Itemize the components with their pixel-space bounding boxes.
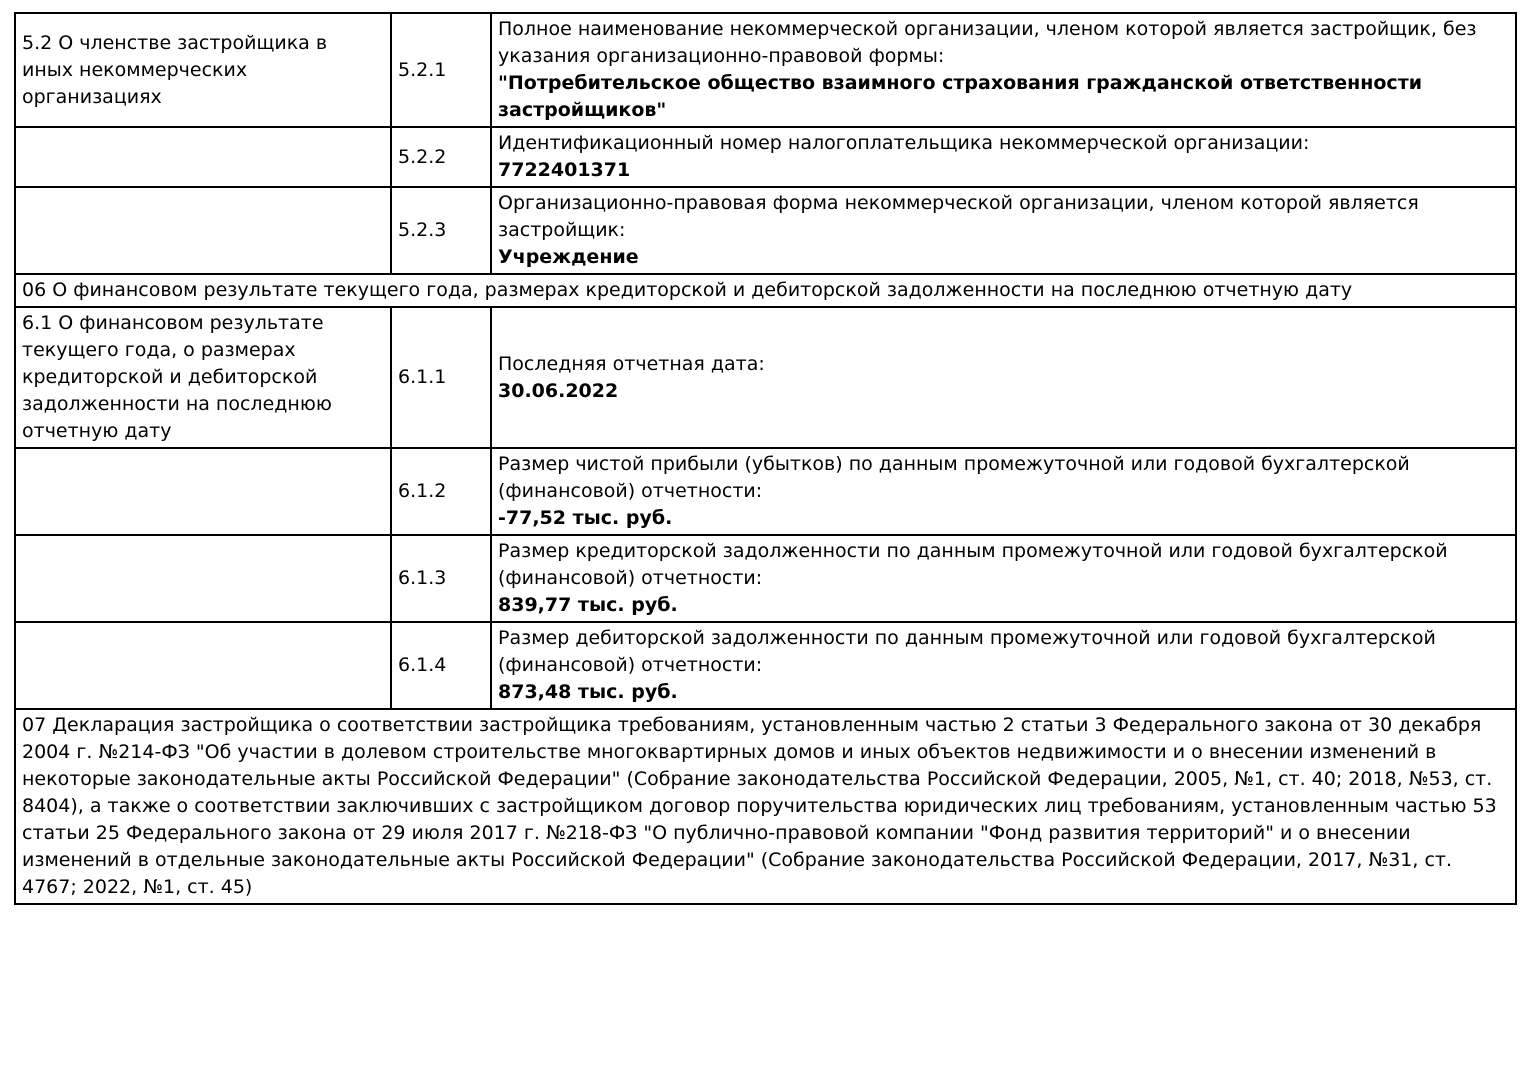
table-row bbox=[15, 127, 1516, 187]
table-row bbox=[15, 307, 1516, 448]
section-header-cell: 06 О финансовом результате текущего года, размерах кредиторской и дебиторской задолженности на последнюю отчетную дату bbox=[15, 274, 1516, 307]
field-value: -77,52 тыс. руб. bbox=[498, 507, 673, 529]
field-label: Размер дебиторской задолженности по данным промежуточной или годовой бухгалтерской (финансовой) отчетности: bbox=[498, 627, 1436, 676]
section-label-cell: 6.1 О финансовом результате текущего года, о размерах кредиторской и дебиторской задолженности на последнюю отчетную дату bbox=[15, 307, 391, 448]
section-label-cell bbox=[15, 448, 391, 535]
table-row bbox=[15, 448, 1516, 535]
section-label-cell bbox=[15, 622, 391, 709]
field-label: Размер чистой прибыли (убытков) по данным промежуточной или годовой бухгалтерской (финансовой) отчетности: bbox=[498, 453, 1410, 502]
declaration-table bbox=[14, 12, 1517, 905]
field-label: Организационно-правовая форма некоммерческой организации, членом которой является застройщик: bbox=[498, 192, 1419, 241]
field-value: "Потребительское общество взаимного страхования гражданской ответственности застройщиков" bbox=[498, 72, 1423, 121]
item-number-cell: 6.1.1 bbox=[391, 307, 491, 448]
table-row bbox=[15, 187, 1516, 274]
content-cell bbox=[491, 448, 1516, 535]
table-row bbox=[15, 535, 1516, 622]
field-value: 30.06.2022 bbox=[498, 379, 619, 402]
table-row bbox=[15, 13, 1516, 127]
item-number-cell: 6.1.4 bbox=[391, 622, 491, 709]
content-cell bbox=[491, 187, 1516, 274]
item-number-cell: 5.2.1 bbox=[391, 13, 491, 127]
table-row bbox=[15, 622, 1516, 709]
section-header-row bbox=[15, 274, 1516, 307]
field-value: 873,48 тыс. руб. bbox=[498, 681, 678, 703]
section-label-cell bbox=[15, 535, 391, 622]
item-number-cell: 5.2.3 bbox=[391, 187, 491, 274]
section-label-cell bbox=[15, 127, 391, 187]
field-value: 839,77 тыс. руб. bbox=[498, 594, 678, 616]
field-value: Учреждение bbox=[498, 246, 639, 268]
field-label: Размер кредиторской задолженности по данным промежуточной или годовой бухгалтерской (финансовой) отчетности: bbox=[498, 540, 1448, 589]
item-number-cell: 6.1.2 bbox=[391, 448, 491, 535]
item-number-cell: 6.1.3 bbox=[391, 535, 491, 622]
field-label: Полное наименование некоммерческой организации, членом которой является застройщик, без указания организационно-правовой формы: bbox=[498, 18, 1477, 67]
content-cell bbox=[491, 622, 1516, 709]
section-header-cell: 07 Декларация застройщика о соответствии застройщика требованиям, установленным частью 2 статьи 3 Федерального закона от 30 декабря 2004 г. №214-ФЗ "Об участии в долевом строительстве многоквартирных домов и иных объектов недвижимости и о внесении изменений в некоторые законодательные акты Российской Федерации" (Собрание законодательства Российской Федерации, 2005, №1, ст. 40; 2018, №53, ст. 8404), а также о соответствии заключивших с застройщиком договор поручительства юридических лиц требованиям, установленным частью 53 статьи 25 Федерального закона от 29 июля 2017 г. №218-ФЗ "О публично-правовой компании "Фонд развития территорий" и о внесении изменений в отдельные законодательные акты Российской Федерации" (Собрание законодательства Российской Федерации, 2017, №31, ст. 4767; 2022, №1, ст. 45) bbox=[15, 709, 1516, 904]
content-cell bbox=[491, 535, 1516, 622]
field-label: Идентификационный номер налогоплательщика некоммерческой организации: bbox=[498, 132, 1310, 154]
section-label-cell: 5.2 О членстве застройщика в иных некоммерческих организациях bbox=[15, 13, 391, 127]
content-cell bbox=[491, 307, 1516, 448]
section-label-cell bbox=[15, 187, 391, 274]
item-number-cell: 5.2.2 bbox=[391, 127, 491, 187]
section-header-row bbox=[15, 709, 1516, 904]
content-cell bbox=[491, 127, 1516, 187]
field-label: Последняя отчетная дата: bbox=[498, 352, 765, 375]
field-value: 7722401371 bbox=[498, 159, 631, 181]
content-cell bbox=[491, 13, 1516, 127]
